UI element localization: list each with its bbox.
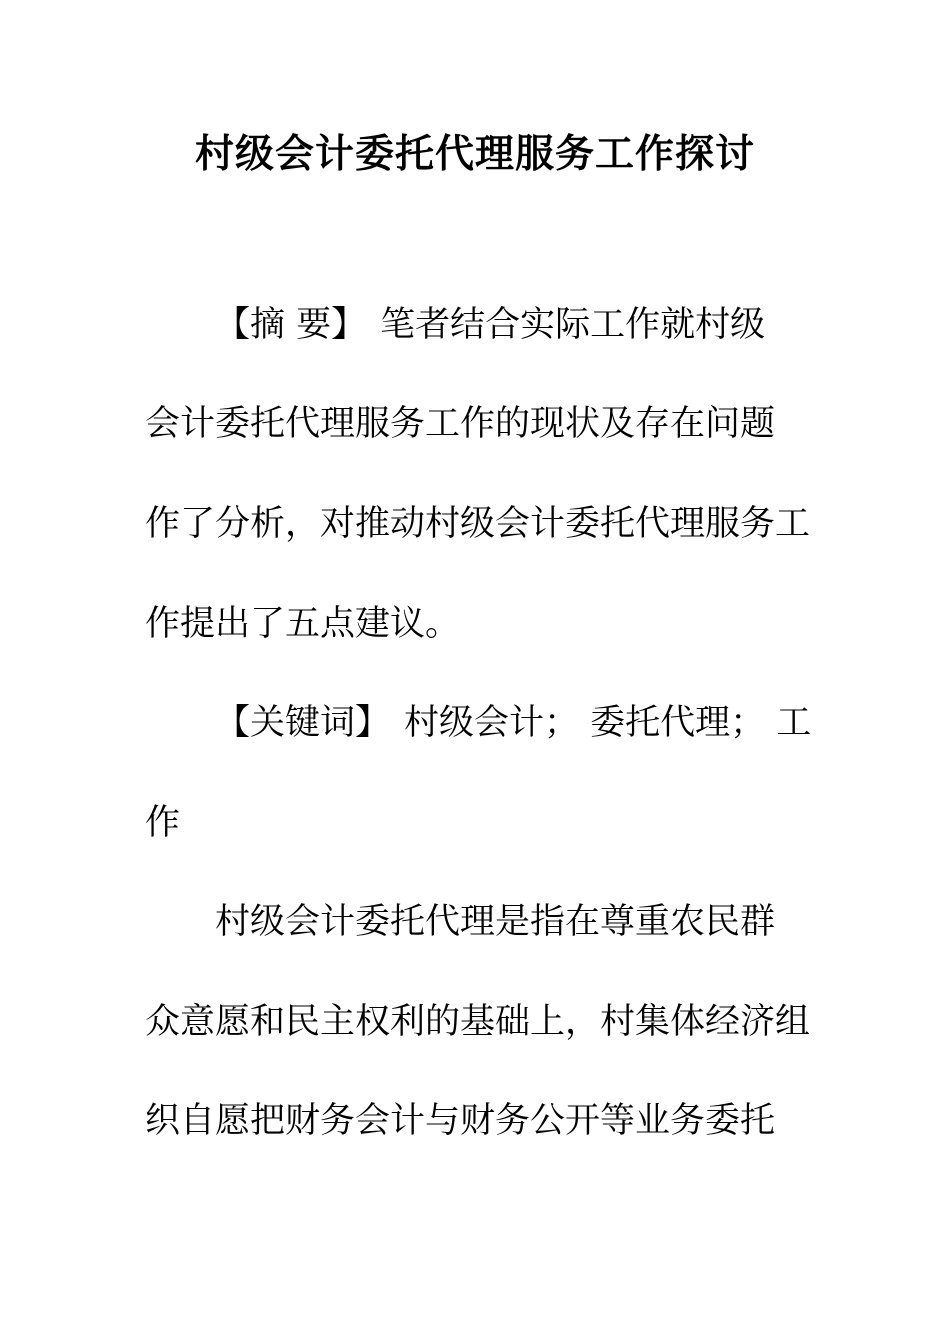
abstract-line-3: 作了分析，对推动村级会计委托代理服务工 (145, 504, 811, 544)
body-line-2: 众意愿和民主权利的基础上，村集体经济组 (145, 1002, 811, 1042)
keywords-label: 【关键词】 (215, 703, 391, 743)
keywords-line-2: 作 (145, 803, 181, 843)
keywords-line-1 (215, 698, 811, 748)
abstract-text: 笔者结合实际工作就村级 (380, 305, 766, 345)
abstract-label: 【摘 要】 (215, 305, 367, 345)
abstract-line-1 (215, 300, 765, 350)
body-line-3: 织自愿把财务会计与财务公开等业务委托 (145, 1101, 776, 1141)
keywords-text: 村级会计； 委托代理； 工 (404, 703, 812, 743)
body-line-1: 村级会计委托代理是指在尊重农民群 (215, 902, 776, 942)
document-title: 村级会计委托代理服务工作探讨 (194, 131, 755, 177)
abstract-line-2: 会计委托代理服务工作的现状及存在问题 (145, 404, 776, 444)
abstract-line-4: 作提出了五点建议。 (145, 604, 461, 644)
